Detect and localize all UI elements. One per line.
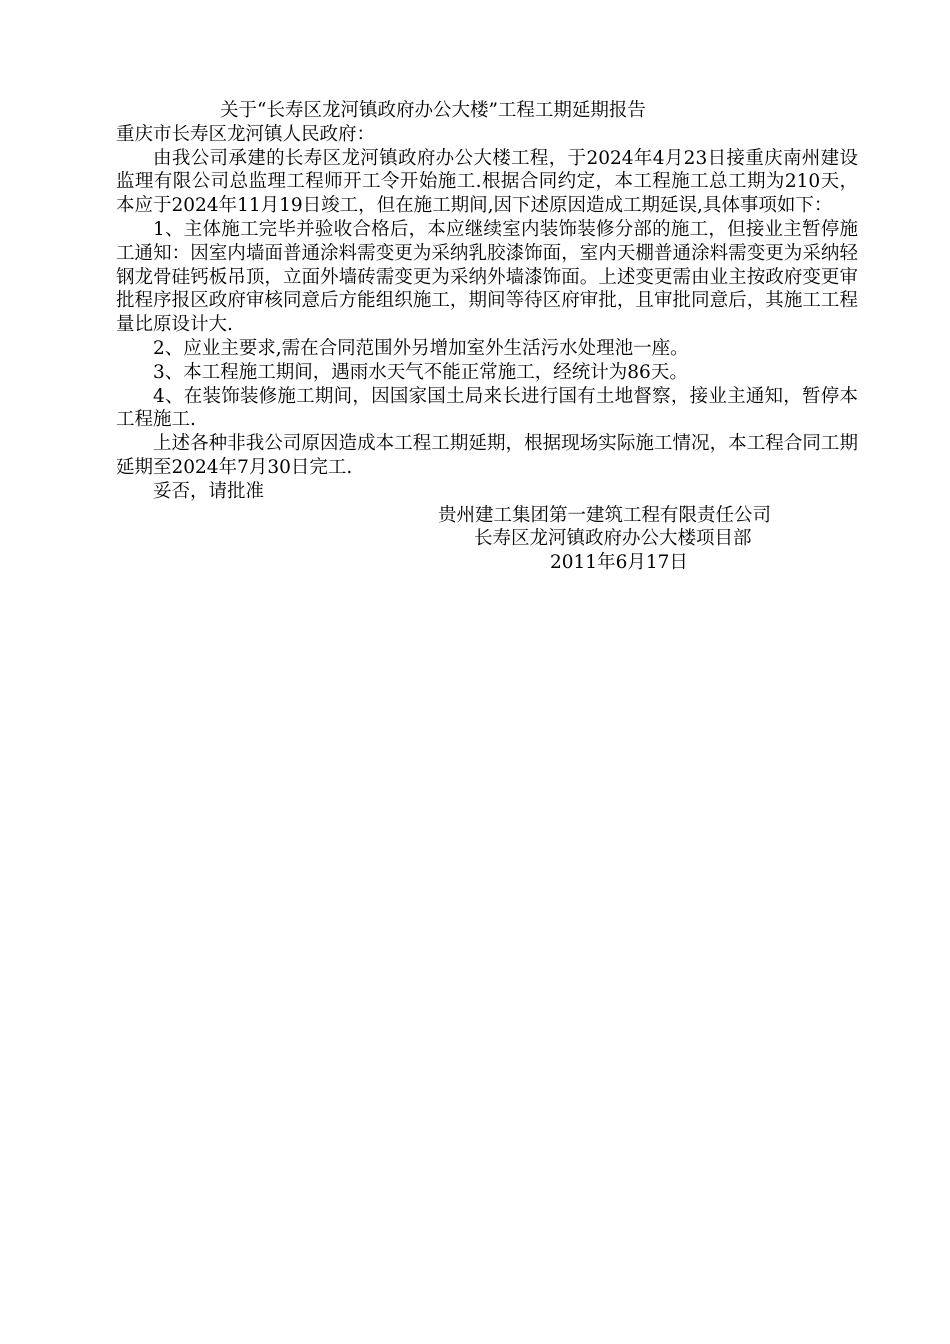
paragraph-intro: 由我公司承建的长寿区龙河镇政府办公大楼工程，于2024年4月23日接重庆南州建设监理有限公司总监理工程师开工令开始施工.根据合同约定，本工程施工总工期为210天，本应于2024年11月19日竣工，但在施工期间,因下述原因造成工期延误,具体事项如下： [116, 147, 858, 217]
paragraph-item-2: 2、应业主要求,需在合同范围外另增加室外生活污水处理池一座。 [153, 337, 689, 359]
paragraph-item-1: 1、主体施工完毕并验收合格后，本应继续室内装饰装修分部的施工，但接业主暂停施工通知：因室内墙面普通涂料需变更为采纳乳胶漆饰面，室内天棚普通涂料需变更为采纳轻钢龙骨硅钙板吊顶，立面外墙砖需变更为采纳外墙漆饰面。上述变更需由业主按政府变更审批程序报区政府审核同意后方能组织施工，期间等待区府审批，且审批同意后，其施工工程量比原设计大. [116, 218, 858, 336]
paragraph-request: 妥否，请批准 [153, 480, 265, 502]
salutation: 重庆市长寿区龙河镇人民政府： [116, 123, 376, 145]
paragraph-item-4: 4、在装饰装修施工期间，因国家国土局来长进行国有土地督察，接业主通知，暂停本工程施工. [116, 385, 858, 431]
paragraph-conclusion: 上述各种非我公司原因造成本工程工期延期，根据现场实际施工情况，本工程合同工期延期至2024年7月30日完工. [116, 433, 858, 478]
paragraph-item-3: 3、本工程施工期间，遇雨水天气不能正常施工，经统计为86天。 [153, 361, 688, 383]
signature-company: 贵州建工集团第一建筑工程有限责任公司 [438, 504, 772, 526]
signature-date: 2011年6月17日 [550, 552, 688, 574]
document-page [116, 99, 858, 575]
signature-block [116, 504, 858, 575]
document-title: 关于“长寿区龙河镇政府办公大楼”工程工期延期报告 [220, 100, 646, 121]
signature-department: 长寿区龙河镇政府办公大楼项目部 [474, 528, 752, 550]
